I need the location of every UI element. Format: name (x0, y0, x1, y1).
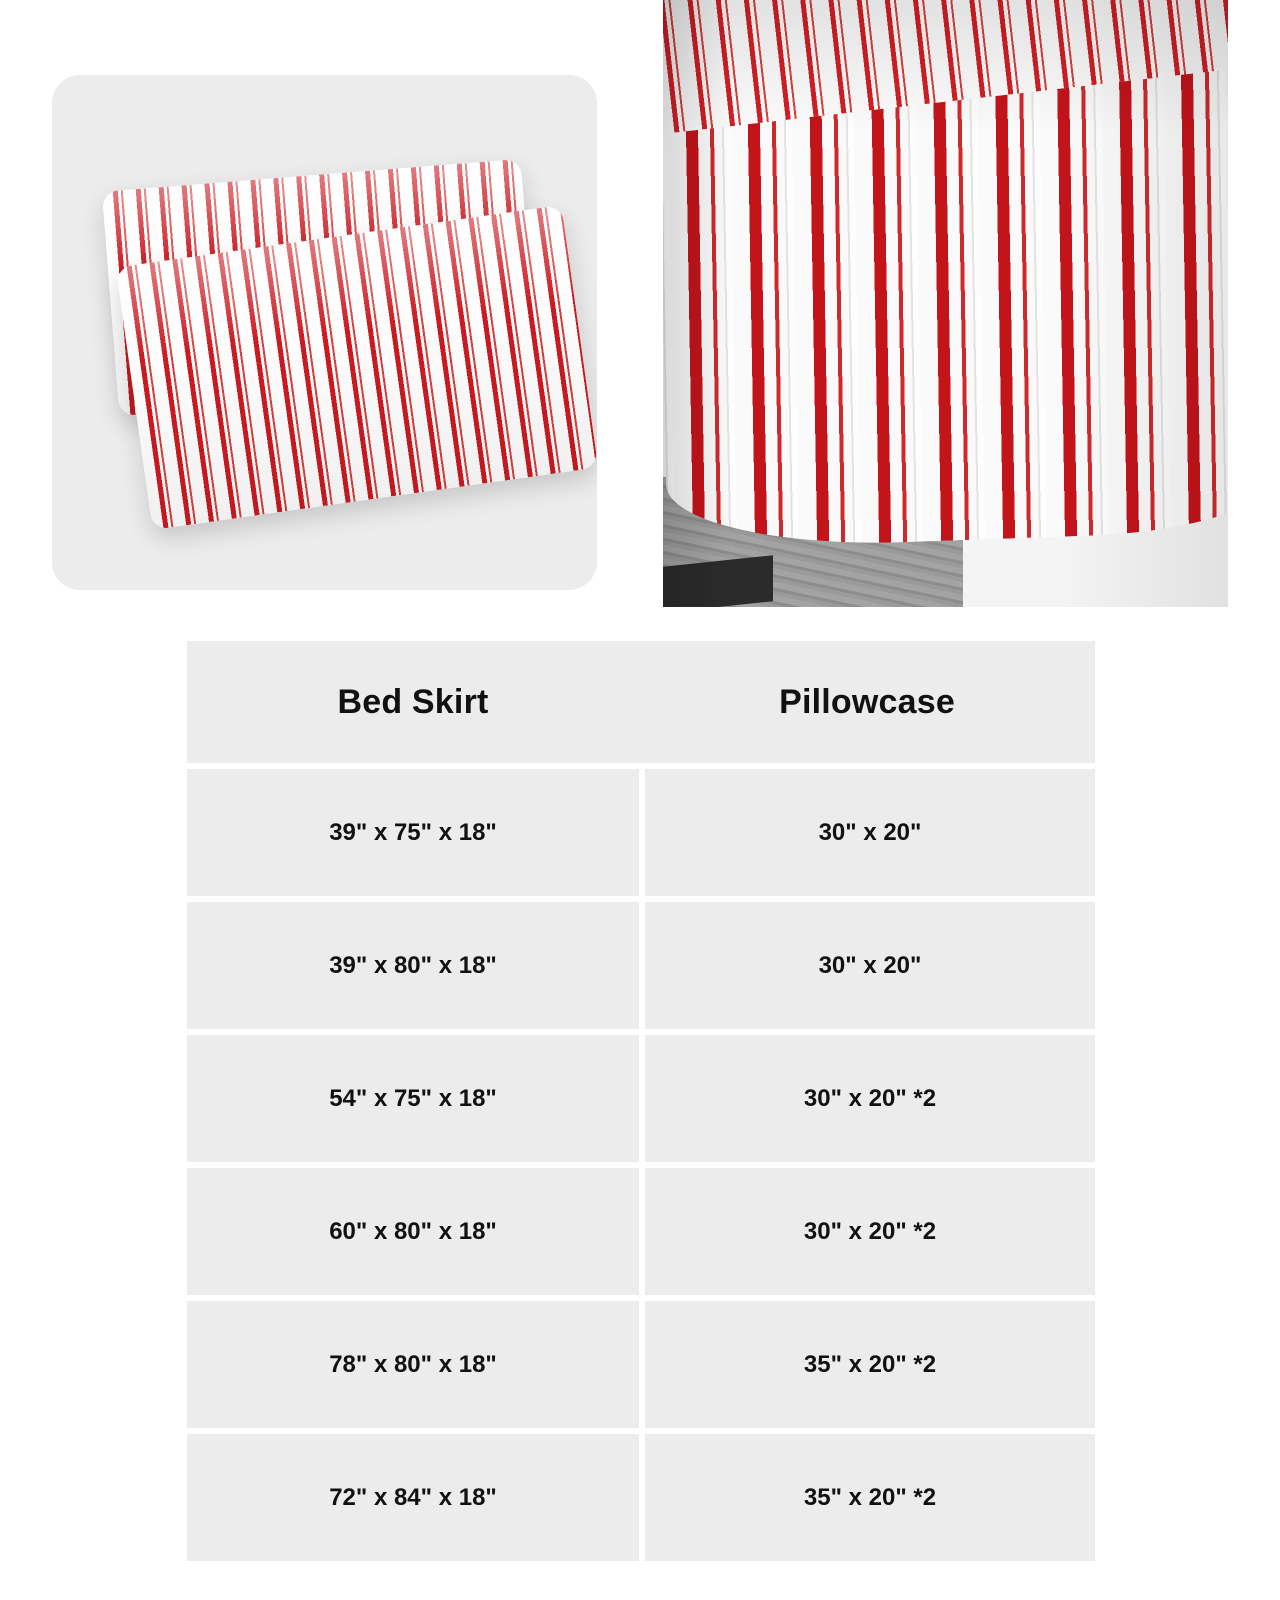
size-table (187, 641, 1095, 1567)
table-row (187, 902, 1095, 1029)
column-header-bed-skirt: Bed Skirt (187, 641, 639, 763)
pillowcase-product-photo (52, 75, 597, 590)
bed-skirt-product-photo (663, 0, 1228, 607)
bed-skirt-size: 54" x 75" x 18" (187, 1035, 639, 1162)
pillowcase-size: 30" x 20" (645, 902, 1095, 1029)
table-row (187, 1301, 1095, 1428)
table-row (187, 769, 1095, 896)
table-row (187, 1434, 1095, 1561)
bed-skirt-size: 39" x 75" x 18" (187, 769, 639, 896)
pillowcase-size: 30" x 20" (645, 769, 1095, 896)
bed-skirt-size: 60" x 80" x 18" (187, 1168, 639, 1295)
pillowcase-size: 30" x 20" *2 (645, 1035, 1095, 1162)
pillowcase-size: 35" x 20" *2 (645, 1434, 1095, 1561)
table-header-row (187, 641, 1095, 763)
hero-images (0, 0, 1280, 615)
pillowcase-size: 30" x 20" *2 (645, 1168, 1095, 1295)
pillowcase-size: 35" x 20" *2 (645, 1301, 1095, 1428)
table-row (187, 1035, 1095, 1162)
table-row (187, 1168, 1095, 1295)
bed-skirt-size: 39" x 80" x 18" (187, 902, 639, 1029)
bed-skirt-size: 78" x 80" x 18" (187, 1301, 639, 1428)
bed-skirt-panel (663, 60, 1228, 551)
column-header-pillowcase: Pillowcase (639, 641, 1095, 763)
bed-skirt-size: 72" x 84" x 18" (187, 1434, 639, 1561)
